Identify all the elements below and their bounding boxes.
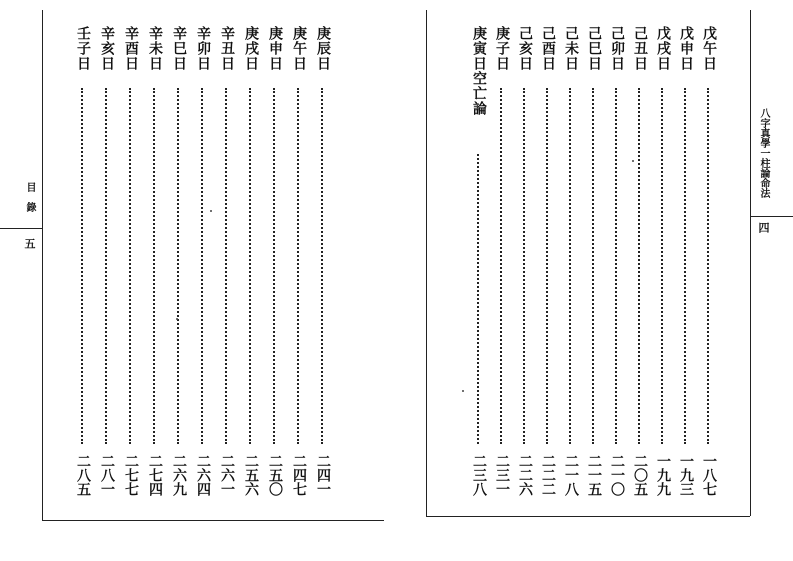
entry-title: 辛丑日 — [219, 26, 235, 71]
dot-leader — [684, 88, 686, 444]
entry-page-number: 二一〇 — [609, 454, 625, 496]
entry-page-number: 二四七 — [291, 454, 307, 496]
toc-entry[interactable] — [72, 26, 94, 498]
toc-entry[interactable] — [240, 26, 262, 498]
dot-leader — [661, 88, 663, 444]
entry-page-number: 二八一 — [99, 454, 115, 496]
scan-speck — [176, 318, 178, 320]
right-page-bottom-rule — [426, 516, 750, 517]
right-running-head: 八字真學一柱論命法 — [758, 108, 769, 198]
entry-title: 戊申日 — [678, 26, 694, 71]
scan-speck — [462, 390, 464, 392]
entry-page-number: 一九三 — [678, 454, 694, 496]
entry-title: 己丑日 — [632, 26, 648, 71]
entry-title: 庚申日 — [267, 26, 283, 71]
entry-title: 己未日 — [563, 26, 579, 71]
dot-leader — [477, 154, 479, 444]
dot-leader — [81, 88, 83, 444]
toc-entry[interactable] — [468, 26, 490, 498]
dot-leader — [500, 88, 502, 444]
entry-page-number: 二六九 — [171, 454, 187, 496]
left-folio: 五 — [23, 238, 36, 249]
toc-entry[interactable] — [168, 26, 190, 498]
entry-page-number: 二五六 — [243, 454, 259, 496]
entry-page-number: 一九九 — [655, 454, 671, 496]
entry-title: 辛未日 — [147, 26, 163, 71]
entry-title: 己卯日 — [609, 26, 625, 71]
entry-page-number: 二六四 — [195, 454, 211, 496]
scan-speck — [210, 210, 212, 212]
entry-page-number: 二三八 — [471, 454, 487, 496]
toc-entry[interactable] — [560, 26, 582, 498]
entry-title: 庚寅日空亡論 — [471, 26, 487, 116]
right-page — [400, 0, 793, 561]
dot-leader — [105, 88, 107, 444]
toc-entry[interactable] — [120, 26, 142, 498]
entry-title: 辛酉日 — [123, 26, 139, 71]
toc-entry[interactable] — [312, 26, 334, 498]
entry-page-number: 二七四 — [147, 454, 163, 496]
scan-speck — [632, 160, 634, 162]
toc-entry[interactable] — [288, 26, 310, 498]
dot-leader — [615, 88, 617, 444]
entry-page-number: 二二二 — [540, 454, 556, 496]
entry-page-number: 二二六 — [517, 454, 533, 496]
entry-title: 庚戌日 — [243, 26, 259, 71]
entry-page-number: 二三一 — [494, 454, 510, 496]
dot-leader — [569, 88, 571, 444]
dot-leader — [707, 88, 709, 444]
toc-entry[interactable] — [606, 26, 628, 498]
left-folio-divider — [0, 228, 42, 229]
left-page-bottom-rule — [42, 520, 384, 521]
toc-entry[interactable] — [491, 26, 513, 498]
dot-leader — [638, 88, 640, 444]
entry-title: 戊戌日 — [655, 26, 671, 71]
entry-title: 庚子日 — [494, 26, 510, 71]
entry-title: 辛亥日 — [99, 26, 115, 71]
dot-leader — [321, 88, 323, 444]
entry-page-number: 二五〇 — [267, 454, 283, 496]
entry-page-number: 二〇五 — [632, 454, 648, 496]
entry-title: 辛巳日 — [171, 26, 187, 71]
entry-title: 己酉日 — [540, 26, 556, 71]
dot-leader — [592, 88, 594, 444]
left-running-head: 目 錄 — [24, 182, 35, 212]
dot-leader — [273, 88, 275, 444]
right-page-outer-rule — [750, 10, 751, 516]
entry-page-number: 二七七 — [123, 454, 139, 496]
entry-title: 辛卯日 — [195, 26, 211, 71]
toc-entry[interactable] — [216, 26, 238, 498]
toc-entry[interactable] — [96, 26, 118, 498]
dot-leader — [153, 88, 155, 444]
entry-title: 己巳日 — [586, 26, 602, 71]
entry-page-number: 二一五 — [586, 454, 602, 496]
entry-page-number: 二六一 — [219, 454, 235, 496]
entry-title: 庚午日 — [291, 26, 307, 71]
entry-page-number: 二四一 — [315, 454, 331, 496]
entry-title: 庚辰日 — [315, 26, 331, 71]
dot-leader — [129, 88, 131, 444]
entry-page-number: 二一八 — [563, 454, 579, 496]
toc-entry[interactable] — [537, 26, 559, 498]
dot-leader — [523, 88, 525, 444]
entry-title: 己亥日 — [517, 26, 533, 71]
toc-entry[interactable] — [698, 26, 720, 498]
dot-leader — [177, 88, 179, 444]
toc-entry[interactable] — [583, 26, 605, 498]
toc-entry[interactable] — [629, 26, 651, 498]
right-folio-divider — [750, 216, 793, 217]
toc-entry[interactable] — [652, 26, 674, 498]
entry-page-number: 二八五 — [75, 454, 91, 496]
toc-entry[interactable] — [675, 26, 697, 498]
dot-leader — [546, 88, 548, 444]
left-page-outer-rule — [42, 10, 43, 520]
right-folio: 四 — [757, 222, 770, 233]
dot-leader — [201, 88, 203, 444]
toc-entry[interactable] — [144, 26, 166, 498]
dot-leader — [297, 88, 299, 444]
toc-entry[interactable] — [264, 26, 286, 498]
right-page-inner-rule — [426, 10, 427, 516]
entry-page-number: 一八七 — [701, 454, 717, 496]
toc-entry[interactable] — [514, 26, 536, 498]
toc-entry[interactable] — [192, 26, 214, 498]
dot-leader — [249, 88, 251, 444]
entry-title: 戊午日 — [701, 26, 717, 71]
entry-title: 壬子日 — [75, 26, 91, 71]
dot-leader — [225, 88, 227, 444]
